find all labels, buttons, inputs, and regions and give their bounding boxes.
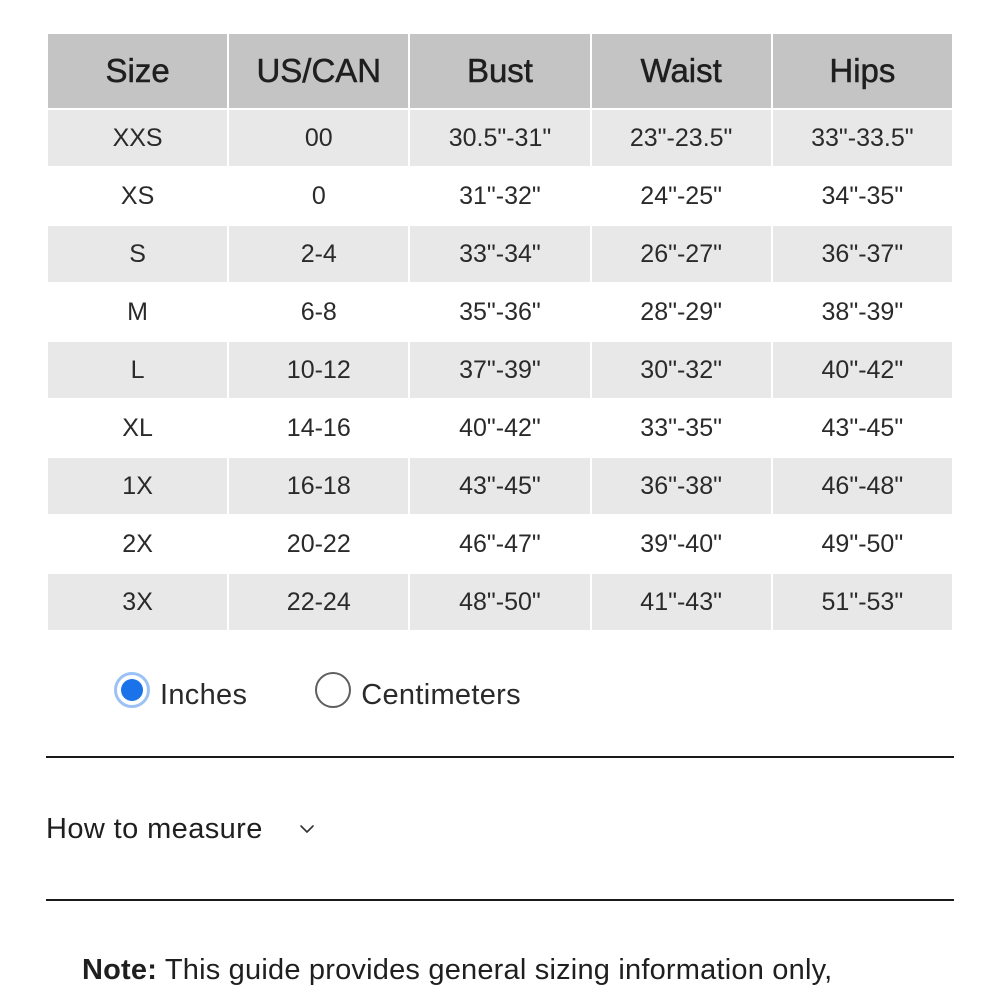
column-header-size: Size (48, 34, 227, 108)
us-can-cell: 2-4 (229, 226, 408, 282)
size-cell: XL (48, 400, 227, 456)
table-row (48, 226, 952, 282)
size-cell: M (48, 284, 227, 340)
waist-cell: 28"-29" (592, 284, 771, 340)
size-cell: XS (48, 168, 227, 224)
table-row (48, 516, 952, 572)
hips-cell: 38"-39" (773, 284, 952, 340)
column-header-waist: Waist (592, 34, 771, 108)
divider (46, 899, 954, 901)
size-cell: 3X (48, 574, 227, 630)
bust-cell: 31"-32" (410, 168, 589, 224)
us-can-cell: 00 (229, 110, 408, 166)
size-cell: 2X (48, 516, 227, 572)
column-header-us-can: US/CAN (229, 34, 408, 108)
bust-cell: 37"-39" (410, 342, 589, 398)
us-can-cell: 22-24 (229, 574, 408, 630)
centimeters-label[interactable]: Centimeters (361, 678, 521, 711)
bust-cell: 35"-36" (410, 284, 589, 340)
us-can-cell: 0 (229, 168, 408, 224)
size-cell: S (48, 226, 227, 282)
table-row (48, 284, 952, 340)
table-row (48, 110, 952, 166)
inches-label[interactable]: Inches (160, 678, 248, 711)
waist-cell: 33"-35" (592, 400, 771, 456)
how-to-measure-label[interactable]: How to measure (46, 812, 263, 845)
table-row (48, 458, 952, 514)
hips-cell: 33"-33.5" (773, 110, 952, 166)
column-header-hips: Hips (773, 34, 952, 108)
hips-cell: 36"-37" (773, 226, 952, 282)
hips-cell: 46"-48" (773, 458, 952, 514)
bust-cell: 46"-47" (410, 516, 589, 572)
size-cell: XXS (48, 110, 227, 166)
size-cell: L (48, 342, 227, 398)
table-header-row (48, 34, 952, 108)
bust-cell: 40"-42" (410, 400, 589, 456)
hips-cell: 34"-35" (773, 168, 952, 224)
table-row (48, 574, 952, 630)
waist-cell: 36"-38" (592, 458, 771, 514)
us-can-cell: 14-16 (229, 400, 408, 456)
size-chart-table (46, 32, 954, 632)
bust-cell: 30.5"-31" (410, 110, 589, 166)
waist-cell: 23"-23.5" (592, 110, 771, 166)
centimeters-radio[interactable] (315, 672, 351, 708)
hips-cell: 40"-42" (773, 342, 952, 398)
divider (46, 756, 954, 758)
hips-cell: 49"-50" (773, 516, 952, 572)
chevron-down-icon[interactable] (299, 821, 315, 837)
us-can-cell: 6-8 (229, 284, 408, 340)
hips-cell: 51"-53" (773, 574, 952, 630)
inches-radio[interactable] (114, 672, 150, 708)
us-can-cell: 16-18 (229, 458, 408, 514)
bust-cell: 48"-50" (410, 574, 589, 630)
us-can-cell: 10-12 (229, 342, 408, 398)
unit-option-inches[interactable] (114, 669, 247, 712)
hips-cell: 43"-45" (773, 400, 952, 456)
column-header-bust: Bust (410, 34, 589, 108)
waist-cell: 39"-40" (592, 516, 771, 572)
table-row (48, 168, 952, 224)
waist-cell: 30"-32" (592, 342, 771, 398)
waist-cell: 41"-43" (592, 574, 771, 630)
waist-cell: 24"-25" (592, 168, 771, 224)
table-row (48, 400, 952, 456)
unit-selector (114, 668, 521, 712)
waist-cell: 26"-27" (592, 226, 771, 282)
us-can-cell: 20-22 (229, 516, 408, 572)
unit-option-centimeters[interactable] (315, 669, 521, 712)
bust-cell: 33"-34" (410, 226, 589, 282)
bust-cell: 43"-45" (410, 458, 589, 514)
note-text: This guide provides general sizing information only, (157, 954, 833, 986)
table-row (48, 342, 952, 398)
sizing-note (82, 954, 832, 987)
size-cell: 1X (48, 458, 227, 514)
how-to-measure-toggle[interactable] (46, 808, 315, 850)
note-label: Note: (82, 954, 158, 986)
